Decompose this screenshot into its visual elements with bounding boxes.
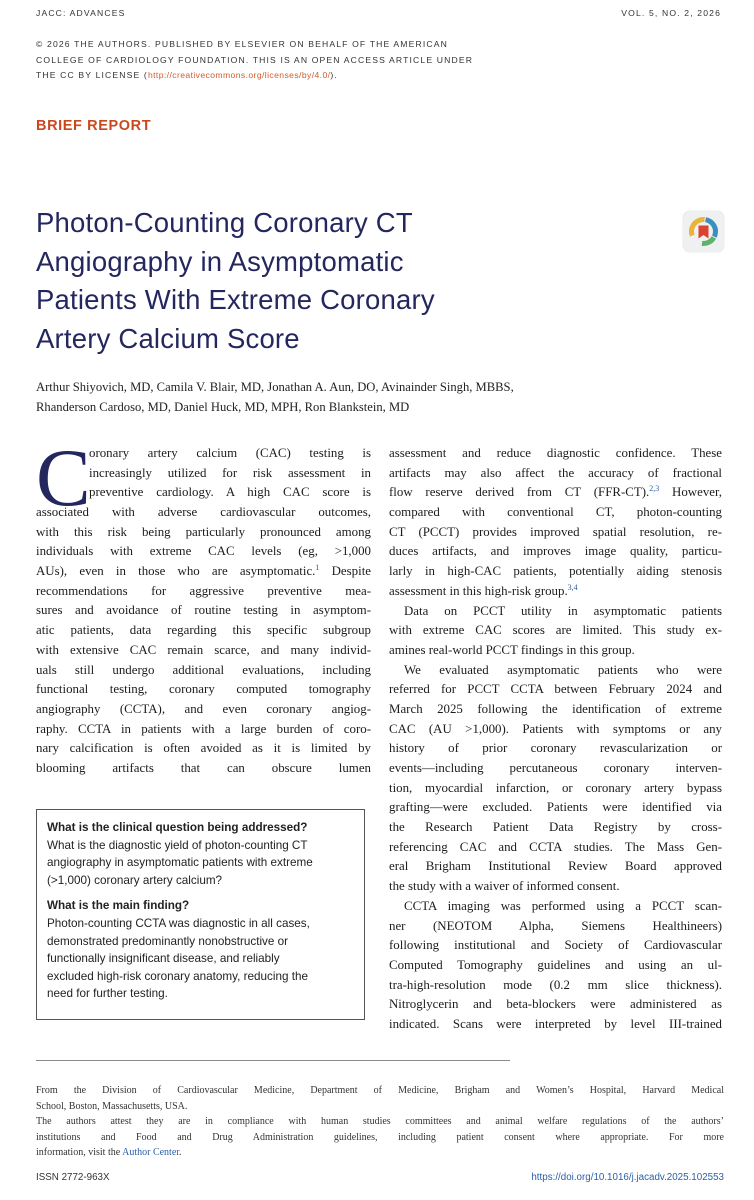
license-prefix: THE CC BY LICENSE ( <box>36 70 148 80</box>
section-label: BRIEF REPORT <box>36 118 152 134</box>
drop-cap: C <box>36 432 91 523</box>
footnote-divider <box>36 1060 510 1061</box>
body-line: nary calcification is often avoided as it is limited by <box>36 741 371 756</box>
title-line: Patients With Extreme Coronary <box>36 284 435 315</box>
body-line: artifacts may also affect the accuracy of fractional <box>389 465 722 480</box>
body-line: assessment and reduce diagnostic confidence. These <box>389 446 722 460</box>
body-line: preventive cardiology. A high CAC score is <box>89 485 371 500</box>
body-line: indicated. Scans were interpreted by level III-trained <box>389 1016 722 1031</box>
body-line: amines real-world PCCT findings in this group. <box>389 642 635 657</box>
body-line: Computed Tomography guidelines and using an ul- <box>389 957 722 972</box>
clinical-question-heading: What is the clinical question being addressed? <box>47 821 308 834</box>
intro-dropcap-lines <box>89 444 371 503</box>
body-line: tra-high-resolution mode (0.2 mm slice thickness). <box>389 977 722 992</box>
body-line: raphy. CCTA in patients with a large burden of coro- <box>36 721 371 736</box>
body-line: CT (PCCT) provides improved spatial resolution, re- <box>389 524 722 539</box>
body-line: oronary artery calcium (CAC) testing is <box>89 446 371 460</box>
volume-info: VOL. 5, NO. 2, 2026 <box>621 8 721 18</box>
compliance-line: institutions and Food and Drug Administration guidelines, including patient consent where appropriate. For more <box>36 1131 724 1143</box>
body-line: recommendations for aggressive preventive mea- <box>36 583 371 598</box>
body-line: increasingly utilized for risk assessment in <box>89 465 371 480</box>
affiliation-line: From the Division of Cardiovascular Medicine, Department of Medicine, Brigham and Women’s Hospital, Harvard Medical <box>36 1085 724 1096</box>
compliance-line: The authors attest they are in compliance with human studies committees and animal welfare regulations of the authors’ <box>36 1116 724 1127</box>
check-for-updates-graphic <box>683 211 724 252</box>
body-line: referred for PCCT CCTA between February 2024 and <box>389 682 722 697</box>
body-line: the Research Patient Data Registry by cross- <box>389 820 722 835</box>
affiliation-line: School, Boston, Massachusetts, USA. <box>36 1100 188 1112</box>
reference-2-3[interactable]: 2,3 <box>649 484 660 494</box>
title-line: Angiography in Asymptomatic <box>36 245 404 277</box>
license-suffix: ). <box>330 70 338 80</box>
body-line: larly in high-CAC patients, potentially aiding stenosis <box>389 564 722 579</box>
main-finding-text: functionally insignificant disease, and reliably <box>47 952 280 966</box>
body-line: Nitroglycerin and beta-blockers were administered as <box>389 997 722 1012</box>
body-line: with this risk being particularly pronounced among <box>36 524 371 539</box>
clinical-question-text: What is the diagnostic yield of photon-counting CT <box>47 838 308 852</box>
clinical-question-text: (>1,000) coronary artery calcium? <box>47 873 223 887</box>
main-finding-text: Photon-counting CCTA was diagnostic in all cases, <box>47 916 310 930</box>
body-line: functional testing, coronary computed tomography <box>36 682 371 697</box>
body-line: We evaluated asymptomatic patients who were <box>404 662 722 677</box>
body-line: grafting—were excluded. Patients were identified via <box>389 800 722 815</box>
body-line: sures and avoidance of routine testing in asymptom- <box>36 603 371 618</box>
main-finding-text: demonstrated predominantly nonobstructive or <box>47 934 289 948</box>
check-for-updates-icon[interactable] <box>683 211 724 252</box>
copyright-line: COLLEGE OF CARDIOLOGY FOUNDATION. THIS IS AN OPEN ACCESS ARTICLE UNDER <box>36 54 474 65</box>
body-line: CAC (AU >1,000). Patients with symptoms or any <box>389 721 722 736</box>
body-line: eral Brigham Institutional Review Board approved <box>389 859 722 874</box>
title-line: Photon-Counting Coronary CT <box>36 207 413 238</box>
body-line: uals still undergo additional evaluations, including <box>36 662 371 677</box>
key-points-box <box>36 809 365 1020</box>
body-line: CCTA imaging was performed using a PCCT scan- <box>404 898 722 913</box>
article-title <box>36 204 636 358</box>
body-line: blooming artifacts that can obscure lumen <box>36 760 371 775</box>
license-line <box>36 68 496 84</box>
body-line: following institutional and Society of Cardiovascular <box>389 938 722 953</box>
right-column <box>389 444 722 1035</box>
intro-paragraph <box>36 503 371 779</box>
reference-1[interactable]: 1 <box>315 563 320 573</box>
reference-3-4[interactable]: 3,4 <box>567 582 578 592</box>
clinical-question-text: angiography in asymptomatic patients with extreme <box>47 856 313 870</box>
title-line: Artery Calcium Score <box>36 322 300 354</box>
body-line: duces artifacts, and improves image quality, particu- <box>389 544 722 559</box>
body-line: referencing CAC and CCTA studies. The Mass Gen- <box>389 839 722 854</box>
license-link[interactable]: http://creativecommons.org/licenses/by/4.0/ <box>147 70 331 80</box>
main-finding-text: excluded high-risk coronary anatomy, reducing the <box>47 969 308 983</box>
body-line: associated with adverse cardiovascular outcomes, <box>36 505 371 519</box>
body-line: flow reserve derived from CT (FFR-CT).$^{2,3}$ However, <box>389 484 722 500</box>
body-line: compared with conventional CT, photon-counting <box>389 505 722 520</box>
copyright-notice <box>36 37 496 84</box>
author-line: Rhanderson Cardoso, MD, Daniel Huck, MD, MPH, Ron Blankstein, MD <box>36 400 410 414</box>
journal-name: JACC: ADVANCES <box>36 8 126 18</box>
body-line: tion, myocardial infarction, or coronary artery bypass <box>389 780 722 795</box>
footnotes <box>36 1083 724 1161</box>
compliance-line: information, visit the Author Center. <box>36 1147 182 1158</box>
author-line: Arthur Shiyovich, MD, Camila V. Blair, MD, Jonathan A. Aun, DO, Avinainder Singh, MBBS, <box>36 380 514 394</box>
body-line: March 2025 following the identification of extreme <box>389 701 722 716</box>
body-line: with extreme CAC scores are limited. This study ex- <box>389 623 722 638</box>
issn: ISSN 2772-963X <box>36 1172 110 1183</box>
body-line: history of prior coronary revascularization or <box>389 741 722 756</box>
main-finding-heading: What is the main finding? <box>47 899 190 913</box>
body-line: Data on PCCT utility in asymptomatic patients <box>404 603 722 618</box>
author-list <box>36 377 636 417</box>
body-line: AUs), even in those who are asymptomatic.$^1$ Despite <box>36 563 372 579</box>
body-line: angiography (CCTA), and even coronary angiog- <box>36 701 371 716</box>
doi-link[interactable]: https://doi.org/10.1016/j.jacadv.2025.102553 <box>531 1172 724 1183</box>
author-center-link[interactable]: Author Center <box>122 1147 180 1158</box>
body-line: events—including percutaneous coronary interven- <box>389 761 722 775</box>
copyright-line: © 2026 THE AUTHORS. PUBLISHED BY ELSEVIER ON BEHALF OF THE AMERICAN <box>36 39 448 49</box>
body-line: atic patients, data regarding this specific subgroup <box>36 623 371 638</box>
main-finding-text: need for further testing. <box>47 987 168 1001</box>
body-line: ner (NEOTOM Alpha, Siemens Healthineers) <box>389 918 722 933</box>
body-line: individuals with extreme CAC levels (eg, >1,000 <box>36 544 371 559</box>
body-line: with extensive CAC remain scarce, and many individ- <box>36 642 371 657</box>
body-line: assessment in this high-risk group.$^{3,4}$ <box>389 582 578 598</box>
body-line: the study with a waiver of informed consent. <box>389 879 620 894</box>
